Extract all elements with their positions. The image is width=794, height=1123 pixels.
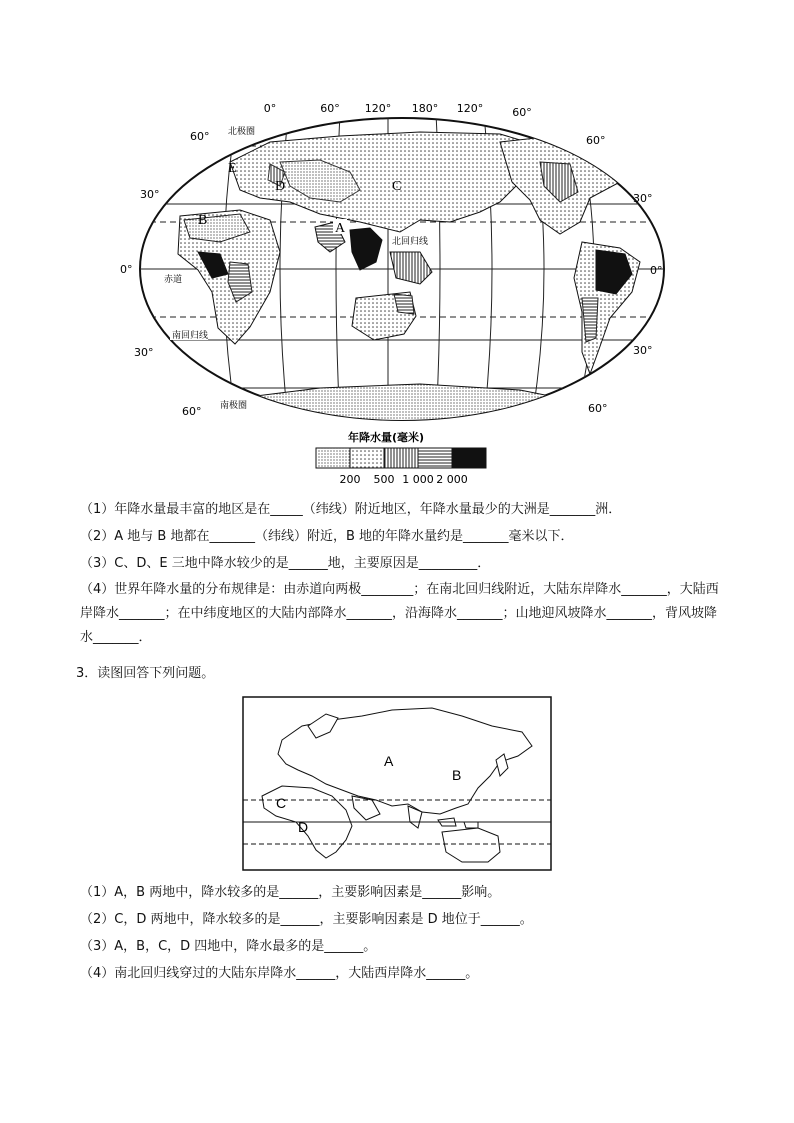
legend-value: 2 000: [436, 473, 468, 486]
longitude-label: 60°: [512, 106, 532, 119]
legend-swatches: [316, 448, 486, 468]
question-2-1: （1）年降水量最丰富的地区是在_____（纬线）附近地区，年降水量最少的大洲是_______洲．: [80, 502, 622, 517]
legend-value: 1 000: [402, 473, 434, 486]
equator-label: 赤道: [164, 275, 183, 285]
legend-title: 年降水量(毫米): [348, 431, 425, 444]
question-3-1: （1）A，B 两地中，降水较多的是______，主要影响因素是______影响。: [80, 885, 501, 900]
tropic-of-cancer-label: 北回归线: [392, 237, 429, 247]
longitude-label: 60°: [320, 102, 340, 115]
longitude-label: 0°: [263, 102, 277, 115]
latitude-label: 30°: [633, 344, 653, 357]
point-label-d: D: [275, 179, 286, 194]
latitude-label: 0°: [120, 263, 133, 276]
arctic-circle-label: 北极圈: [228, 127, 256, 137]
longitude-label: 120°: [456, 102, 484, 115]
question-3-2: （2）C，D 两地中，降水较多的是______，主要影响因素是 D 地位于______。: [80, 912, 533, 927]
latitude-label: 60°: [190, 130, 210, 143]
legend-value: 200: [339, 473, 361, 486]
latitude-label: 0°: [650, 264, 663, 277]
map2-label-d: D: [298, 819, 309, 835]
latitude-label: 30°: [140, 188, 160, 201]
point-label-b: B: [198, 213, 208, 228]
question-3-title: 3．读图回答下列问题。: [76, 666, 215, 681]
latitude-label: 30°: [633, 192, 653, 205]
question-2-4: （4）世界年降水量的分布规律是：由赤道向两极________；在南北回归线附近，大陆东岸降水_______，大陆西岸降水_______；在中纬度地区的大陆内部降水_______，沿海降水_______；山地迎风坡降水_______，背风坡降水_______．: [80, 582, 719, 645]
longitude-label: 180°: [411, 102, 439, 115]
latitude-label: 60°: [586, 134, 606, 147]
question-2-3: （3）C、D、E 三地中降水较少的是______地，主要原因是_________．: [80, 556, 491, 571]
legend-value: 500: [373, 473, 395, 486]
map2-label-b: B: [452, 767, 462, 783]
point-label-e: E: [228, 161, 237, 176]
latitude-label: 30°: [134, 346, 154, 359]
eastern-hemisphere-map: [242, 696, 552, 871]
longitude-label: 120°: [364, 102, 392, 115]
map2-label-a: A: [384, 753, 394, 769]
antarctic-circle-label: 南极圈: [220, 401, 248, 411]
world-precipitation-map: [120, 102, 680, 502]
question-2-2: （2）A 地与 B 地都在_______（纬线）附近，B 地的年降水量约是_______毫米以下．: [80, 529, 574, 544]
latitude-label: 60°: [588, 402, 608, 415]
point-label-a: A: [335, 221, 346, 236]
latitude-label: 60°: [182, 405, 202, 418]
question-3-4: （4）南北回归线穿过的大陆东岸降水______，大陆西岸降水______。: [80, 966, 479, 981]
tropic-of-capricorn-label: 南回归线: [172, 331, 209, 341]
question-3-3: （3）A，B，C，D 四地中，降水最多的是______。: [80, 939, 377, 954]
map2-label-c: C: [276, 795, 287, 811]
point-label-c: C: [392, 179, 402, 194]
